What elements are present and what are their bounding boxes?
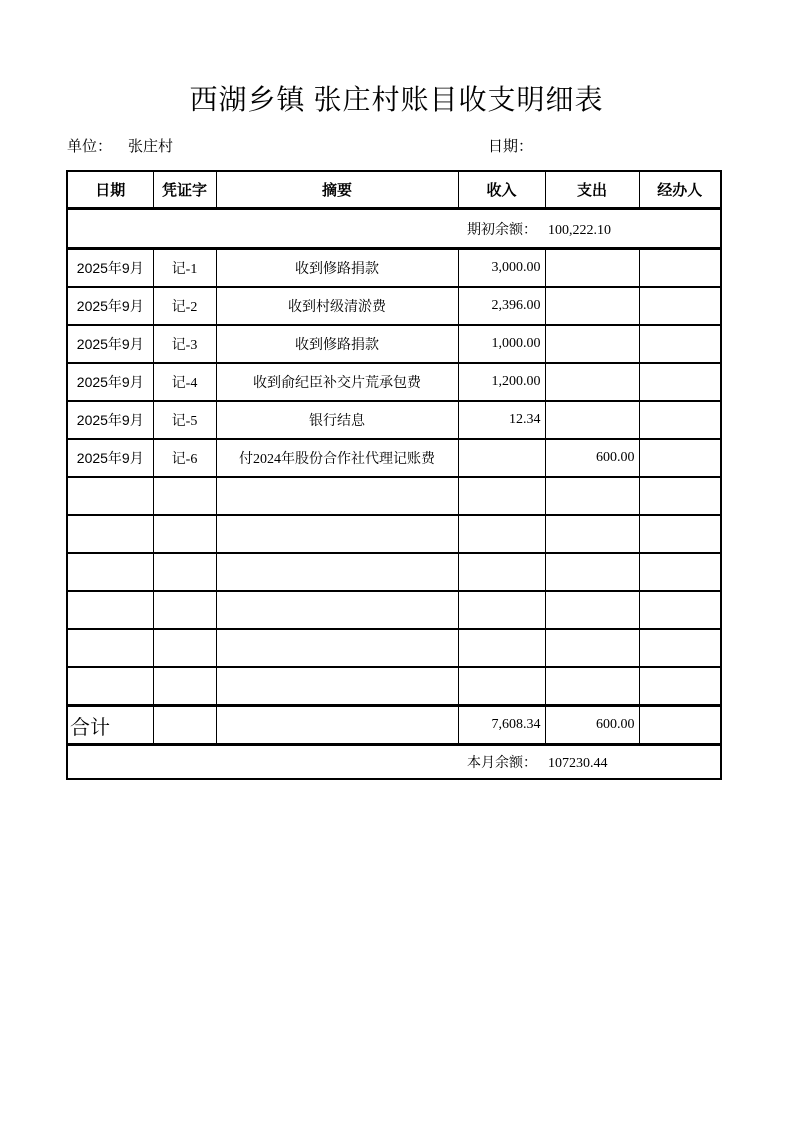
row-income [458, 667, 545, 706]
row-handler [639, 439, 721, 477]
row-date: 2025年9月 [67, 439, 153, 477]
ledger-table [66, 170, 722, 780]
row-voucher: 记-5 [153, 401, 216, 439]
table-row [67, 401, 721, 439]
row-voucher [153, 553, 216, 591]
row-handler [639, 477, 721, 515]
row-date: 2025年9月 [67, 249, 153, 288]
row-voucher [153, 629, 216, 667]
row-expense [545, 249, 639, 288]
row-income [458, 515, 545, 553]
row-date: 2025年9月 [67, 363, 153, 401]
header-date: 日期 [67, 171, 153, 209]
row-expense: 600.00 [545, 439, 639, 477]
row-date [67, 553, 153, 591]
total-income: 7,608.34 [458, 706, 545, 745]
row-date [67, 591, 153, 629]
row-income [458, 477, 545, 515]
row-date [67, 667, 153, 706]
table-row [67, 325, 721, 363]
row-income: 12.34 [458, 401, 545, 439]
row-income: 3,000.00 [458, 249, 545, 288]
row-expense [545, 401, 639, 439]
row-date: 2025年9月 [67, 401, 153, 439]
closing-balance-row [67, 745, 721, 780]
date-label: 日期： [488, 139, 534, 155]
total-handler-cell [639, 706, 721, 745]
total-label: 合计 [67, 706, 153, 745]
row-handler [639, 591, 721, 629]
row-voucher: 记-3 [153, 325, 216, 363]
table-header-row [67, 171, 721, 209]
page-title: 西湖乡镇 张庄村账目收支明细表 [189, 85, 604, 116]
empty-row [67, 591, 721, 629]
row-voucher: 记-4 [153, 363, 216, 401]
row-voucher [153, 591, 216, 629]
row-expense [545, 477, 639, 515]
closing-balance-label: 本月余额： [467, 756, 537, 771]
empty-row [67, 667, 721, 706]
row-handler [639, 401, 721, 439]
row-handler [639, 325, 721, 363]
row-handler [639, 553, 721, 591]
row-date [67, 629, 153, 667]
row-voucher [153, 515, 216, 553]
opening-balance-label: 期初余额： [467, 222, 537, 238]
opening-balance-cell [67, 209, 721, 249]
row-summary [216, 553, 458, 591]
row-summary [216, 591, 458, 629]
row-income: 1,000.00 [458, 325, 545, 363]
row-date [67, 515, 153, 553]
unit-value: 张庄村 [128, 139, 174, 155]
closing-balance-cell [67, 745, 721, 780]
row-date [67, 477, 153, 515]
row-summary: 银行结息 [216, 401, 458, 439]
row-income: 1,200.00 [458, 363, 545, 401]
row-income [458, 439, 545, 477]
row-expense [545, 553, 639, 591]
row-summary: 收到俞纪臣补交片荒承包费 [216, 363, 458, 401]
total-expense: 600.00 [545, 706, 639, 745]
row-summary [216, 667, 458, 706]
row-voucher: 记-2 [153, 287, 216, 325]
row-voucher [153, 477, 216, 515]
row-handler [639, 287, 721, 325]
row-voucher: 记-6 [153, 439, 216, 477]
header-expense: 支出 [545, 171, 639, 209]
row-expense [545, 363, 639, 401]
row-summary: 收到村级清淤费 [216, 287, 458, 325]
row-date: 2025年9月 [67, 325, 153, 363]
table-row [67, 363, 721, 401]
row-expense [545, 629, 639, 667]
row-handler [639, 629, 721, 667]
closing-balance-value: 107230.44 [548, 756, 608, 771]
row-income [458, 553, 545, 591]
row-voucher [153, 667, 216, 706]
meta-line [0, 135, 793, 155]
row-summary [216, 477, 458, 515]
row-income [458, 629, 545, 667]
row-handler [639, 667, 721, 706]
table-row [67, 439, 721, 477]
empty-row [67, 477, 721, 515]
row-summary: 付2024年股份合作社代理记账费 [216, 439, 458, 477]
row-handler [639, 363, 721, 401]
row-expense [545, 515, 639, 553]
row-income: 2,396.00 [458, 287, 545, 325]
header-voucher: 凭证字 [153, 171, 216, 209]
table-body [67, 209, 721, 780]
header-handler: 经办人 [639, 171, 721, 209]
empty-row [67, 553, 721, 591]
empty-row [67, 629, 721, 667]
row-handler [639, 249, 721, 288]
row-expense [545, 667, 639, 706]
row-summary [216, 515, 458, 553]
opening-balance-row [67, 209, 721, 249]
row-income [458, 591, 545, 629]
table-row [67, 249, 721, 288]
row-expense [545, 287, 639, 325]
total-voucher-cell [153, 706, 216, 745]
row-expense [545, 591, 639, 629]
row-summary: 收到修路捐款 [216, 249, 458, 288]
row-voucher: 记-1 [153, 249, 216, 288]
total-row [67, 706, 721, 745]
row-summary [216, 629, 458, 667]
unit-label: 单位： [67, 139, 113, 155]
row-date: 2025年9月 [67, 287, 153, 325]
row-summary: 收到修路捐款 [216, 325, 458, 363]
table-row [67, 287, 721, 325]
header-income: 收入 [458, 171, 545, 209]
row-expense [545, 325, 639, 363]
empty-row [67, 515, 721, 553]
row-handler [639, 515, 721, 553]
opening-balance-value: 100,222.10 [548, 222, 611, 238]
header-summary: 摘要 [216, 171, 458, 209]
total-summary-cell [216, 706, 458, 745]
